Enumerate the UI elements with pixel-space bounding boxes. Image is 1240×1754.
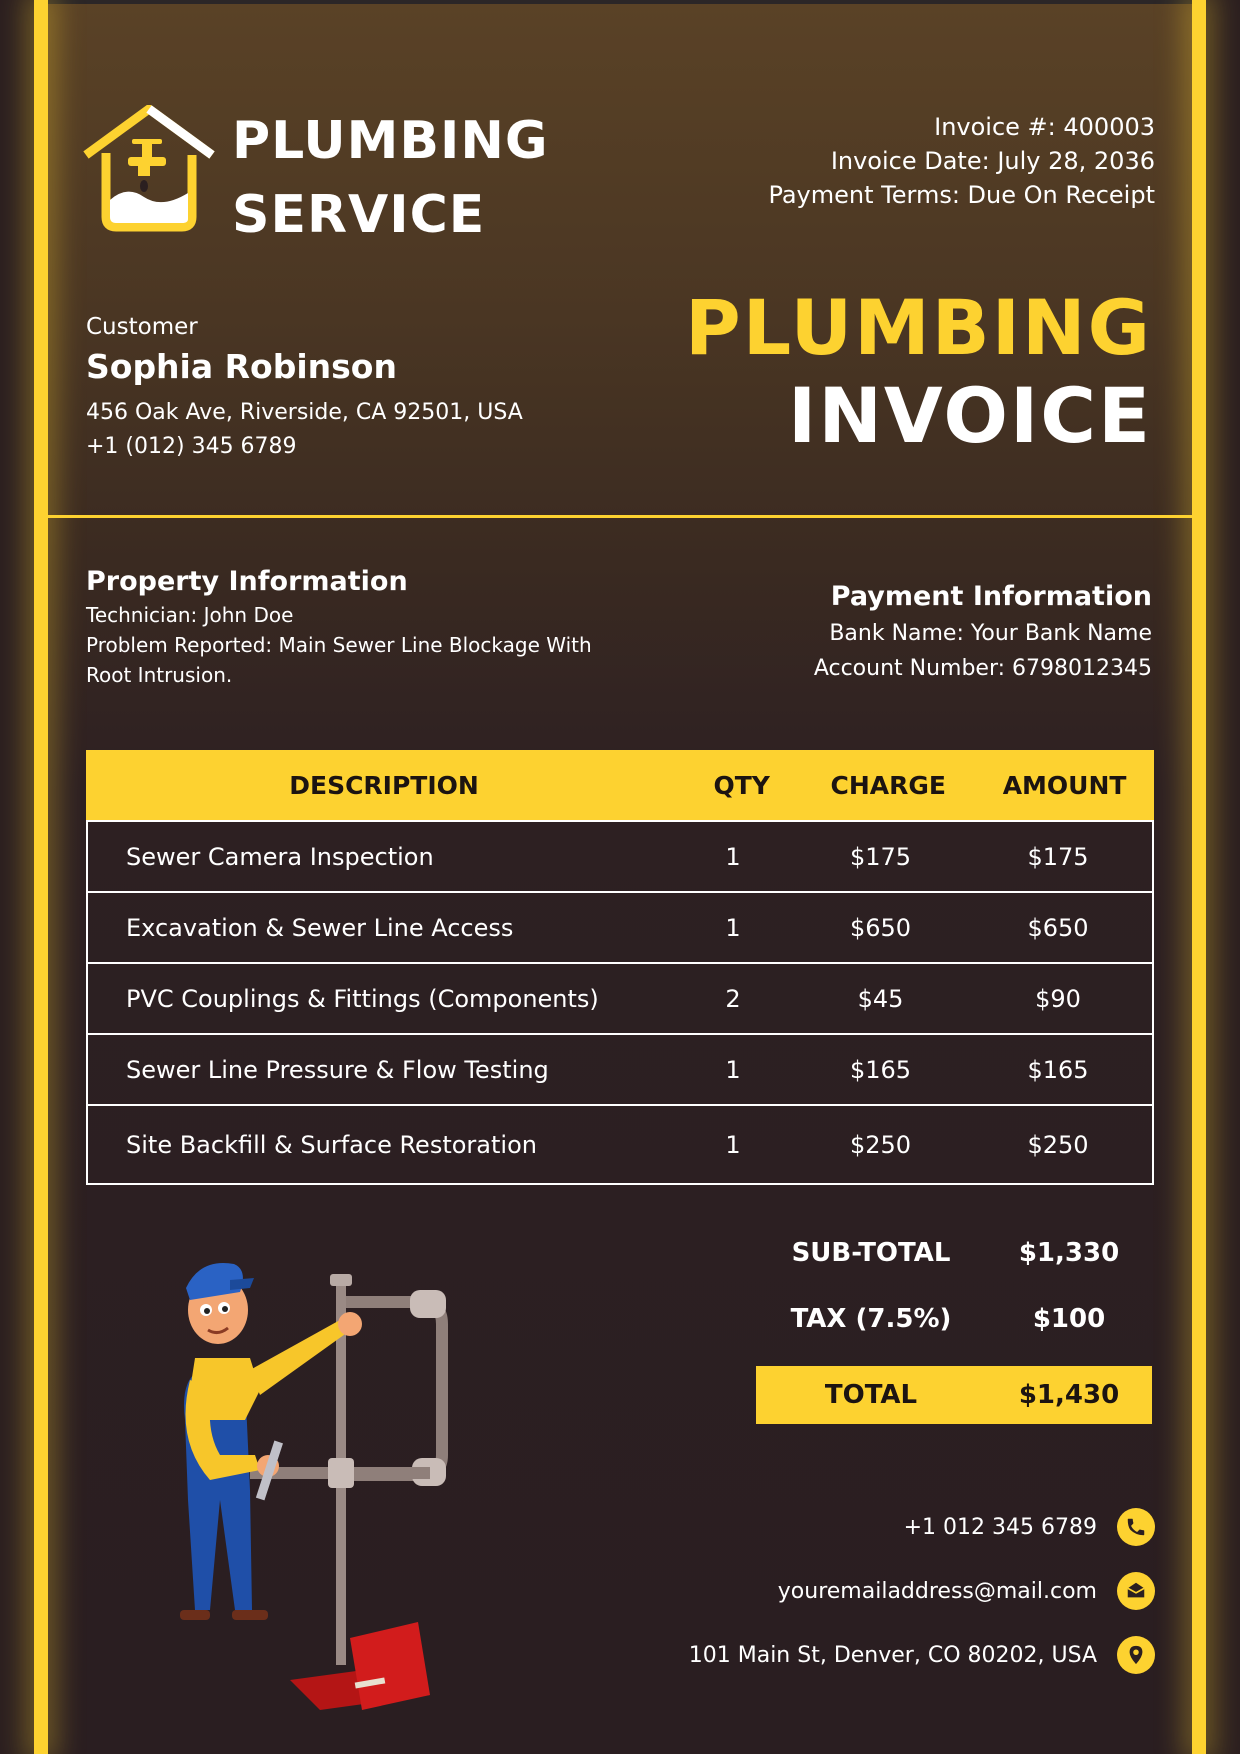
item-description: Sewer Camera Inspection — [126, 842, 434, 871]
totals-block — [756, 1220, 1152, 1424]
invoice-title-line-1: PLUMBING — [685, 283, 1152, 372]
invoice-date: Invoice Date: July 28, 2036 — [830, 147, 1155, 175]
table-row — [86, 964, 1154, 1035]
payment-terms: Payment Terms: Due On Receipt — [768, 181, 1155, 209]
header-amount: AMOUNT — [1002, 770, 1127, 800]
item-qty: 1 — [725, 842, 741, 871]
property-info — [86, 600, 606, 690]
table-row — [86, 1106, 1154, 1185]
item-charge: $650 — [849, 913, 912, 942]
account-number: Account Number: 6798012345 — [813, 656, 1152, 681]
brand-name — [232, 104, 549, 252]
item-amount: $165 — [1027, 1055, 1089, 1084]
subtotal-label: SUB-TOTAL — [791, 1238, 951, 1268]
payment-info-title: Payment Information — [830, 581, 1152, 612]
tax-value: $100 — [1032, 1304, 1106, 1334]
phone-icon — [1117, 1508, 1155, 1546]
header-charge: CHARGE — [830, 770, 946, 800]
left-accent-stripe — [34, 0, 48, 1754]
brand-line-1: PLUMBING — [232, 111, 549, 171]
contact-phone — [904, 1508, 1155, 1546]
line-items-table — [86, 750, 1154, 1185]
contact-email-text: youremailaddress@mail.com — [777, 1578, 1097, 1604]
total-row — [756, 1366, 1152, 1424]
right-margin — [1206, 0, 1240, 1754]
header-divider — [40, 515, 1200, 518]
contact-phone-text: +1 012 345 6789 — [903, 1514, 1097, 1540]
invoice-number: Invoice #: 400003 — [934, 113, 1155, 141]
tax-row — [756, 1286, 1152, 1352]
header-qty: QTY — [713, 770, 770, 800]
total-value: $1,430 — [1018, 1380, 1120, 1410]
subtotal-value: $1,330 — [1018, 1238, 1120, 1268]
item-charge: $45 — [857, 984, 904, 1013]
item-charge: $250 — [849, 1130, 912, 1159]
technician: Technician: John Doe — [86, 603, 294, 627]
table-header — [86, 750, 1154, 820]
item-amount: $175 — [1027, 842, 1089, 871]
problem-reported: Problem Reported: Main Sewer Line Blockage With Root Intrusion. — [86, 633, 592, 687]
item-description: PVC Couplings & Fittings (Components) — [126, 984, 599, 1013]
total-label: TOTAL — [824, 1380, 918, 1410]
subtotal-row — [756, 1220, 1152, 1286]
table-row — [86, 1035, 1154, 1106]
invoice-title-line-2: INVOICE — [788, 371, 1152, 460]
customer-address: 456 Oak Ave, Riverside, CA 92501, USA — [86, 400, 523, 425]
house-faucet-logo-icon — [82, 105, 217, 235]
item-amount: $90 — [1035, 984, 1081, 1013]
item-description: Sewer Line Pressure & Flow Testing — [126, 1055, 549, 1084]
item-description: Site Backfill & Surface Restoration — [126, 1130, 537, 1159]
item-qty: 1 — [725, 1130, 741, 1159]
brand-line-2: SERVICE — [232, 185, 486, 245]
bank-name: Bank Name: Your Bank Name — [829, 621, 1152, 646]
item-amount: $250 — [1027, 1130, 1089, 1159]
right-accent-stripe — [1192, 0, 1206, 1754]
item-description: Excavation & Sewer Line Access — [126, 913, 514, 942]
item-qty: 1 — [725, 1055, 741, 1084]
item-charge: $165 — [849, 1055, 912, 1084]
customer-label: Customer — [86, 314, 198, 340]
payment-info — [814, 580, 1152, 686]
tax-label: TAX (7.5%) — [790, 1304, 952, 1334]
contact-address-text: 101 Main St, Denver, CO 80202, USA — [688, 1642, 1097, 1668]
top-bar — [0, 0, 1240, 4]
table-row — [86, 893, 1154, 964]
contact-address — [689, 1636, 1155, 1674]
envelope-icon — [1117, 1572, 1155, 1610]
customer-phone: +1 (012) 345 6789 — [86, 434, 297, 459]
map-pin-icon — [1117, 1636, 1155, 1674]
property-info-title: Property Information — [86, 566, 408, 597]
header-description: DESCRIPTION — [289, 770, 479, 800]
item-qty: 2 — [725, 984, 741, 1013]
customer-details — [86, 396, 523, 464]
item-amount: $650 — [1027, 913, 1089, 942]
item-qty: 1 — [725, 913, 741, 942]
invoice-meta — [768, 110, 1155, 212]
left-margin — [0, 0, 34, 1754]
table-row — [86, 820, 1154, 893]
plumber-illustration — [150, 1240, 490, 1710]
customer-name: Sophia Robinson — [86, 347, 397, 386]
item-charge: $175 — [849, 842, 912, 871]
contact-email — [778, 1572, 1155, 1610]
